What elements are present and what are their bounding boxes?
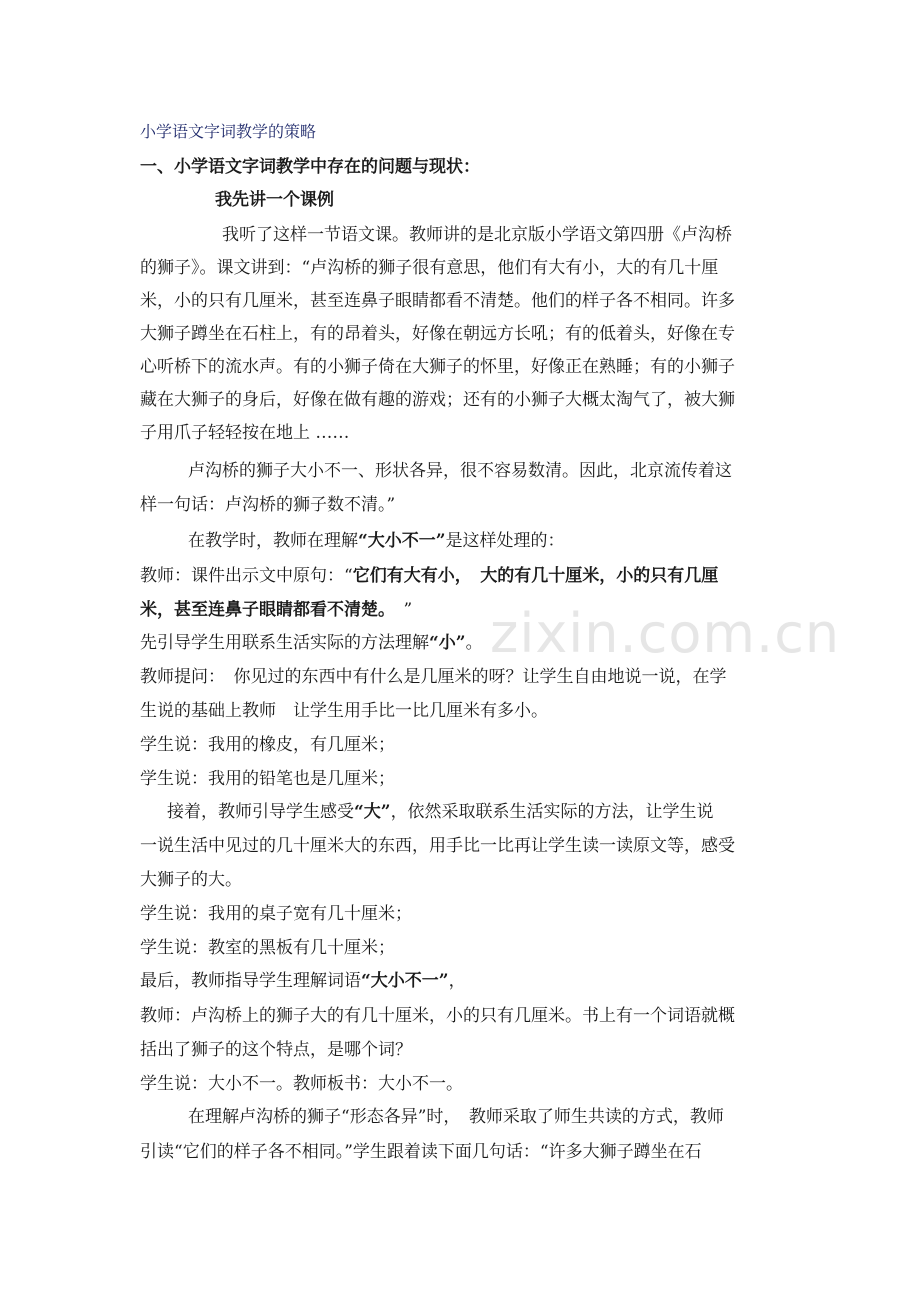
student-answer: 学生说：教室的黑板有几十厘米； bbox=[140, 938, 395, 958]
text-run: ， bbox=[448, 971, 466, 991]
paragraph-line bbox=[140, 565, 785, 587]
paragraph-line: 卢沟桥的狮子大小不一、形状各异，很不容易数清。因此，北京流传着这 bbox=[188, 461, 732, 481]
paragraph-line: 括出了狮子的这个特点，是哪个词？ bbox=[140, 1040, 412, 1060]
text-run: 最后，教师指导学生理解词语 bbox=[140, 971, 361, 991]
emphasis-text: “大小不一” bbox=[361, 971, 449, 991]
student-answer: 学生说：我用的铅笔也是几厘米； bbox=[140, 769, 395, 789]
student-answer: 学生说：我用的桌子宽有几十厘米； bbox=[140, 904, 412, 924]
paragraph-line bbox=[188, 530, 785, 552]
section-heading: 一、小学语文字词教学中存在的问题与现状： bbox=[140, 157, 480, 177]
paragraph-line bbox=[140, 632, 785, 654]
text-run: ，依然采取联系生活实际的方法，让学生说 bbox=[390, 802, 714, 822]
paragraph-line: 的狮子》。课文讲到：“卢沟桥的狮子很有意思，他们有大有小，大的有几十厘 bbox=[140, 258, 719, 278]
text-run: 在教学时，教师在理解 bbox=[188, 531, 358, 551]
paragraph-line: 生说的基础上教师 让学生用手比一比几厘米有多小。 bbox=[140, 701, 548, 721]
text-run: 先引导学生用联系生活实际的方法理解 bbox=[140, 633, 429, 653]
paragraph-line: 子用爪子轻轻按在地上 …… bbox=[140, 423, 350, 443]
emphasis-text: “小” bbox=[429, 633, 466, 653]
paragraph-line: 藏在大狮子的身后，好像在做有趣的游戏；还有的小狮子大概太淘气了，被大狮 bbox=[140, 390, 735, 410]
text-run: 接着，教师引导学生感受 bbox=[167, 802, 354, 822]
paragraph-line: 引读“它们的样子各不相同。”学生跟着读下面几句话：“许多大狮子蹲坐在石 bbox=[140, 1142, 702, 1162]
paragraph-line bbox=[140, 599, 785, 621]
text-run: 教师：课件出示文中原句：“ bbox=[140, 566, 353, 586]
watermark: zixin.com.cn bbox=[490, 602, 841, 665]
paragraph-line: 教师提问： 你见过的东西中有什么是几厘米的呀？让学生自由地说一说，在学 bbox=[140, 667, 727, 687]
emphasis-text: 米，甚至连鼻子眼睛都看不清楚。 bbox=[140, 600, 387, 620]
subheading: 我先讲一个课例 bbox=[215, 190, 334, 210]
paragraph-line: 心听桥下的流水声。有的小狮子倚在大狮子的怀里，好像正在熟睡；有的小狮子 bbox=[140, 357, 735, 377]
paragraph-line: 大狮子蹲坐在石柱上，有的昂着头，好像在朝远方长吼；有的低着头，好像在专 bbox=[140, 324, 735, 344]
text-run: 是这样处理的： bbox=[445, 531, 565, 551]
text-run: ” bbox=[386, 600, 413, 620]
paragraph-line: 教师：卢沟桥上的狮子大的有几十厘米，小的只有几厘米。书上有一个词语就概 bbox=[140, 1006, 735, 1026]
paragraph-line: 大狮子的大。 bbox=[140, 870, 242, 890]
text-run: 。 bbox=[465, 633, 483, 653]
emphasis-text: “大小不一” bbox=[358, 531, 446, 551]
student-answer: 学生说：我用的橡皮，有几厘米； bbox=[140, 735, 395, 755]
student-answer: 学生说：大小不一。教师板书：大小不一。 bbox=[140, 1074, 463, 1094]
paragraph-line: 我听了这样一节语文课。教师讲的是北京版小学语文第四册《卢沟桥 bbox=[222, 225, 732, 245]
paragraph-line: 样一句话：卢沟桥的狮子数不清。” bbox=[140, 495, 396, 515]
paragraph-line bbox=[140, 970, 785, 992]
emphasis-text: “大” bbox=[354, 802, 391, 822]
doc-title: 小学语文字词教学的策略 bbox=[140, 122, 317, 141]
paragraph-line: 在理解卢沟桥的狮子“形态各异”时， 教师采取了师生共读的方式，教师 bbox=[188, 1107, 724, 1127]
paragraph-line: 米，小的只有几厘米，甚至连鼻子眼睛都看不清楚。他们的样子各不相同。许多 bbox=[140, 291, 735, 311]
emphasis-text: 它们有大有小， 大的有几十厘米，小的只有几厘 bbox=[352, 566, 719, 586]
paragraph-line bbox=[167, 801, 785, 823]
paragraph-line: 一说生活中见过的几十厘米大的东西，用手比一比再让学生读一读原文等，感受 bbox=[140, 836, 735, 856]
